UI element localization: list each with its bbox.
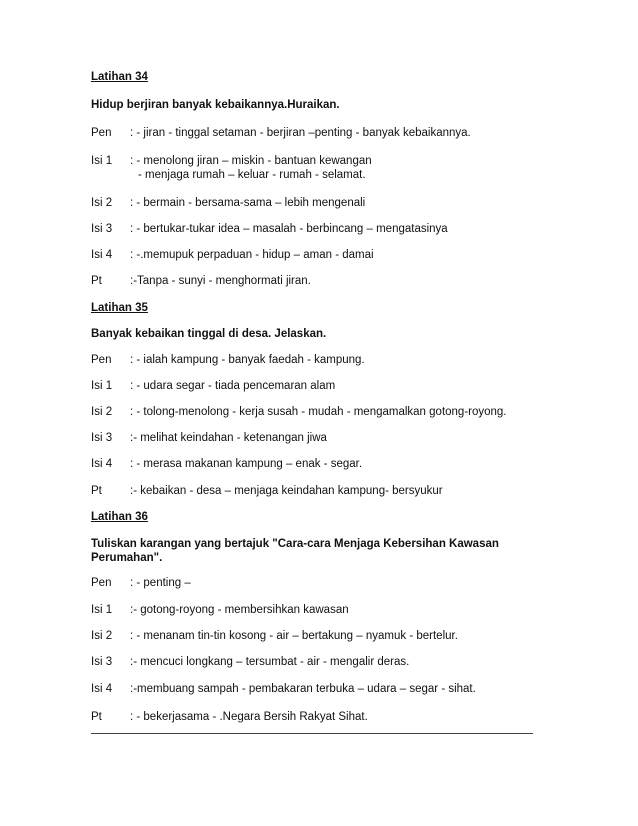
outline-row [91, 154, 372, 168]
outline-row [91, 222, 448, 236]
section-heading: Latihan 34 [91, 71, 148, 83]
row-label: Pt [91, 711, 102, 723]
outline-row [91, 196, 365, 210]
row-text: : - udara segar - tiada pencemaran alam [130, 380, 336, 392]
section-heading: Latihan 35 [91, 302, 148, 314]
row-text: : - penting – [130, 577, 191, 589]
outline-row [91, 405, 507, 419]
outline-row [91, 431, 327, 445]
outline-row [91, 248, 374, 262]
row-label: Isi 3 [91, 223, 113, 235]
row-text: :-Tanpa - sunyi - menghormati jiran. [130, 275, 311, 287]
outline-row [91, 629, 458, 643]
outline-row [91, 603, 349, 617]
row-label: Isi 2 [91, 197, 113, 209]
outline-row [91, 274, 311, 288]
row-text: : - tolong-menolong - kerja susah - mudah - mengamalkan gotong-royong. [130, 406, 507, 418]
row-label: Isi 3 [91, 432, 113, 444]
row-label: Isi 2 [91, 630, 113, 642]
section-question: Banyak kebaikan tinggal di desa. Jelaskan. [91, 328, 327, 340]
row-text: : -.memupuk perpaduan - hidup – aman - damai [130, 249, 374, 261]
row-label: Isi 3 [91, 656, 113, 668]
row-text: : - merasa makanan kampung – enak - segar. [130, 458, 363, 470]
row-label: Isi 1 [91, 604, 113, 616]
row-text: : - bermain - bersama-sama – lebih mengenali [130, 197, 366, 209]
row-text: :- gotong-royong - membersihkan kawasan [130, 604, 349, 616]
row-label: Isi 4 [91, 249, 113, 261]
outline-row [91, 126, 471, 140]
row-label: Pt [91, 485, 102, 497]
row-text: : - bekerjasama - .Negara Bersih Rakyat Sihat. [130, 711, 368, 723]
horizontal-rule [91, 733, 533, 734]
outline-row [91, 710, 368, 724]
row-text: : - menolong jiran – miskin - bantuan kewangan [130, 155, 372, 167]
row-label: Isi 1 [91, 155, 113, 167]
outline-row [91, 682, 476, 696]
row-label: Pen [91, 577, 112, 589]
row-label: Pen [91, 127, 112, 139]
row-label: Isi 2 [91, 406, 113, 418]
section-heading: Latihan 36 [91, 511, 148, 523]
row-text: :- kebaikan - desa – menjaga keindahan kampung- bersyukur [130, 485, 443, 497]
row-label: Isi 4 [91, 683, 113, 695]
row-text: :- melihat keindahan - ketenangan jiwa [130, 432, 327, 444]
row-text: : - bertukar-tukar idea – masalah - berbincang – mengatasinya [130, 223, 448, 235]
outline-row [91, 576, 191, 590]
row-text: : - menanam tin-tin kosong - air – bertakung – nyamuk - bertelur. [130, 630, 458, 642]
section-question: Hidup berjiran banyak kebaikannya.Huraikan. [91, 99, 340, 111]
section-question: Tuliskan karangan yang bertajuk "Cara-cara Menjaga Kebersihan Kawasan Perumahan". [91, 538, 499, 564]
row-continuation: - menjaga rumah – keluar - rumah - selamat. [138, 169, 366, 181]
outline-row [91, 353, 365, 367]
row-label: Isi 1 [91, 380, 113, 392]
row-text: : - jiran - tinggal setaman - berjiran –penting - banyak kebaikannya. [130, 127, 471, 139]
row-text: :-membuang sampah - pembakaran terbuka – udara – segar - sihat. [130, 683, 476, 695]
row-label: Pt [91, 275, 102, 287]
row-label: Isi 4 [91, 458, 113, 470]
row-label: Pen [91, 354, 112, 366]
outline-row [91, 457, 362, 471]
outline-row [91, 379, 335, 393]
outline-row [91, 484, 443, 498]
outline-row [91, 655, 409, 669]
row-text: : - ialah kampung - banyak faedah - kampung. [130, 354, 365, 366]
row-text: :- mencuci longkang – tersumbat - air - mengalir deras. [130, 656, 410, 668]
